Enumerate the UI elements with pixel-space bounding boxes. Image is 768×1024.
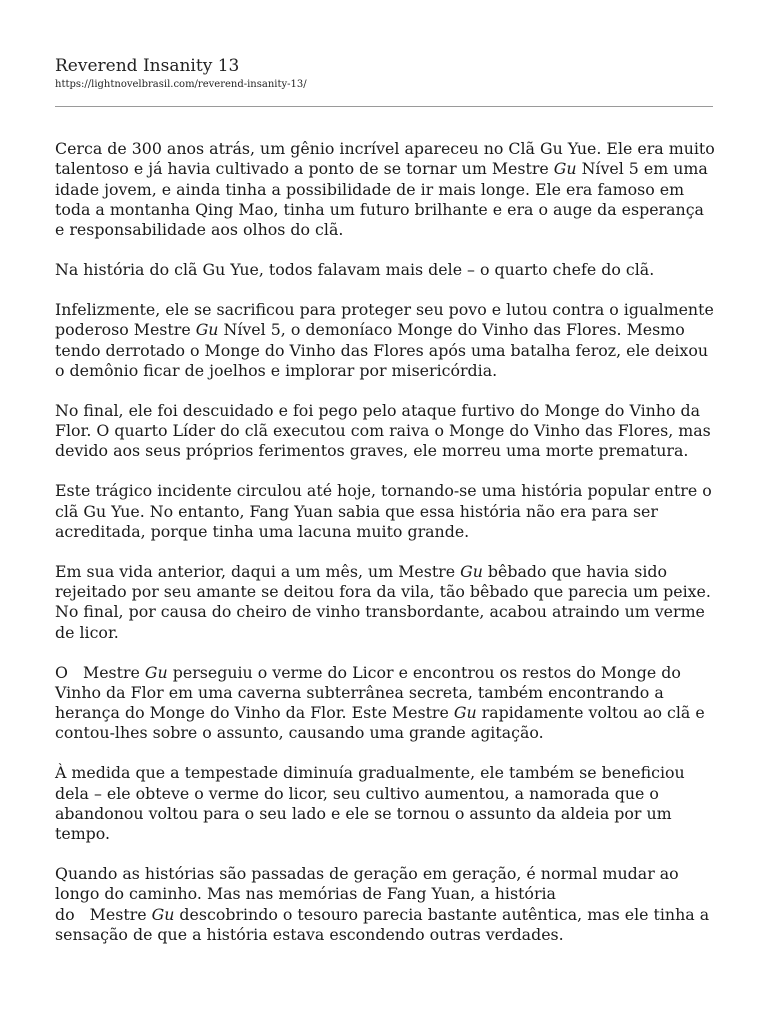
- paragraph-4: No final, ele foi descuidado e foi pego pelo ataque furtivo do Monge do Vinho da Flor. O quarto Líder do clã executou com raiva o Monge do Vinho das Flores, mas devido aos seus próprios ferimentos graves, ele morreu uma morte prematura.: [55, 400, 711, 461]
- paragraph-9: À medida que a tempestade diminuía gradualmente, ele também se beneficiou dela – ele obteve o verme do licor, seu cultivo aumentou, a namorada que o abandonou voltou para o seu lado e ele se tornou o assunto da aldeia por um tempo.: [55, 763, 690, 844]
- paragraph-5: Este trágico incidente circulou até hoje, tornando-se uma história popular entre o clã Gu Yue. No entanto, Fang Yuan sabia que essa história não era para ser acreditada, porque tinha uma lacuna muito grande.: [55, 481, 712, 541]
- document-header: [55, 56, 715, 92]
- paragraph-6: Em sua vida anterior, daqui a um mês, um Mestre Gu bêbado que havia sido rejeitado por seu amante se deitou fora da vila, tão bêbado que parecia um peixe. No final, por causa do cheiro de vinho transbordante, acabou atraindo um verme de licor.: [55, 561, 711, 642]
- chapter-body: [55, 139, 717, 965]
- paragraph-3: Infelizmente, ele se sacrificou para proteger seu povo e lutou contra o igualmente poderoso Mestre Gu Nível 5, o demoníaco Monge do Vinho das Flores. Mesmo tendo derrotado o Monge do Vinho das Flores após uma batalha feroz, ele deixou o demônio ficar de joelhos e implorar por misericórdia.: [55, 299, 714, 380]
- paragraph-7: O Mestre Gu perseguiu o verme do Licor e encontrou os restos do Monge do Vinho da Flor em uma caverna subterrânea secreta, também encontrando a herança do Monge do Vinho da Flor. Este Mestre Gu rapidamente voltou ao clã e contou-lhes sobre o assunto, causando uma grande agitação.: [55, 662, 710, 743]
- document-title: Reverend Insanity 13: [55, 56, 240, 76]
- source-url[interactable]: https://lightnovelbrasil.com/reverend-insanity-13/: [55, 79, 307, 90]
- paragraph-10: Quando as histórias são passadas de geração em geração, é normal mudar ao longo do caminho. Mas nas memórias de Fang Yuan, a história do Mestre Gu descobrindo o tesouro parecia bastante autêntica, mas ele tinha a sensação de que a história estava escondendo outras verdades.: [55, 864, 715, 944]
- header-divider: [55, 106, 713, 107]
- paragraph-1: Cerca de 300 anos atrás, um gênio incrível apareceu no Clã Gu Yue. Ele era muito talentoso e já havia cultivado a ponto de se tornar um Mestre Gu Nível 5 em uma idade jovem, e ainda tinha a possibilidade de ir mais longe. Ele era famoso em toda a montanha Qing Mao, tinha um futuro brilhante e era o auge da esperança e responsabilidade aos olhos do clã.: [55, 139, 715, 240]
- paragraph-2: Na história do clã Gu Yue, todos falavam mais dele – o quarto chefe do clã.: [55, 260, 655, 280]
